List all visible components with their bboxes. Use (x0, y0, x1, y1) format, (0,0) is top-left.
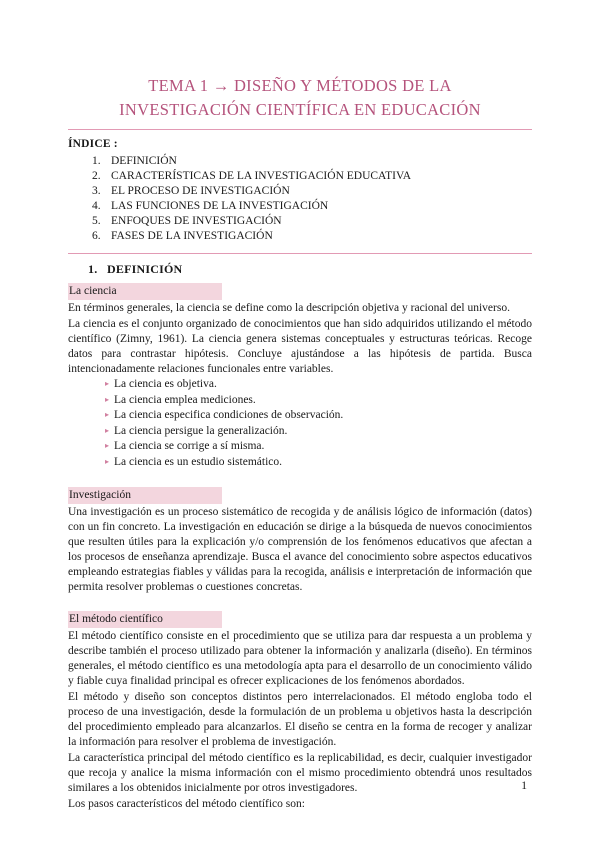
index-item-label: LAS FUNCIONES DE LA INVESTIGACIÓN (111, 200, 329, 212)
bullet-item (105, 439, 532, 455)
paragraph: La ciencia es el conjunto organizado de conocimientos que han sido adquiridos utilizando el método científico (Zimny, 1961). La ciencia genera sistemas conceptuales y estructuras teóricas. Recoge datos para contrastar hipótesis. Concluye ajustándose a las hipótesis de partida. Busca intencionadamente relaciones funcionales entre variables. (68, 318, 532, 375)
index-list (68, 154, 532, 244)
bullet-text: La ciencia persigue la generalización. (114, 424, 288, 437)
bullet-list (68, 377, 532, 471)
page-number: 1 (521, 780, 527, 792)
bullet-triangle-icon: ▸ (105, 394, 110, 404)
bullet-triangle-icon: ▸ (105, 456, 110, 466)
index-item-number: 4. (92, 200, 101, 212)
index-item (68, 199, 532, 214)
paragraph: Los pasos característicos del método científico son: (68, 797, 305, 810)
index-item-label: EL PROCESO DE INVESTIGACIÓN (111, 185, 290, 197)
bullet-triangle-icon: ▸ (105, 441, 110, 451)
bullet-item (105, 455, 532, 471)
section-heading-definicion (68, 262, 532, 277)
bullet-item (105, 377, 532, 393)
index-heading: ÍNDICE : (68, 138, 118, 150)
paragraph: El método y diseño son conceptos distintos pero interrelacionados. El método engloba todo el proceso de una investigación, desde la formulación de un problema u objetivos hasta la descripción del procedimiento empleado para alcanzarlos. El diseño se centra en la forma de recoger y analizar la información para resolver el problema de investigación. (68, 690, 532, 748)
subsection-label-highlight: La ciencia (68, 283, 222, 300)
bullet-text: La ciencia emplea mediciones. (114, 393, 256, 406)
subsection-el-metodo-cientifico (68, 609, 532, 812)
index-item-number: 3. (92, 185, 101, 197)
index-item (68, 229, 532, 244)
index-item-label: ENFOQUES DE INVESTIGACIÓN (111, 215, 282, 227)
subsection-la-ciencia (68, 281, 532, 471)
bullet-item (105, 393, 532, 409)
bullet-text: La ciencia es objetiva. (114, 378, 217, 390)
index-item-number: 1. (92, 155, 101, 167)
index-item-label: FASES DE LA INVESTIGACIÓN (111, 230, 273, 242)
paragraph: Una investigación es un proceso sistemático de recogida y de análisis lógico de información (datos) con un fin concreto. La investigación en educación se dirige a la búsqueda de nuevos conocimientos que resulten útiles para la explicación y/o comprensión de los fenómenos educativos que afectan a los procesos de enseñanza aprendizaje. Busca el avance del conocimiento sobre aspectos educativos empleando estrategias fiables y válidas para la recogida, análisis e interpretación de información que permita resolver problemas o cuestiones concretas. (68, 505, 532, 593)
bullet-triangle-icon: ▸ (105, 410, 110, 420)
subsection-label-highlight: Investigación (68, 487, 222, 504)
section-title: DEFINICIÓN (107, 262, 183, 276)
index-item-label: DEFINICIÓN (111, 155, 177, 167)
subsection-investigacion (68, 485, 532, 595)
index-item-number: 6. (92, 230, 101, 242)
bullet-text: La ciencia especifica condiciones de observación. (114, 409, 344, 422)
index-item-label: CARACTERÍSTICAS DE LA INVESTIGACIÓN EDUCATIVA (111, 170, 412, 182)
paragraph: El método científico consiste en el procedimiento que se utiliza para dar respuesta a un problema y describe también el proceso utilizado para obtener la información y analizarla (diseño). En términos generales, el método científico es una metodología apta para el desarrollo de un conocimiento válido y fiable cuya finalidad principal es ofrecer explicaciones de los fenómenos abordados. (68, 629, 532, 687)
section-number: 1. (88, 262, 98, 276)
divider (68, 253, 532, 254)
paragraph: En términos generales, la ciencia se define como la descripción objetiva y racional del universo. (68, 302, 510, 314)
subsection-label-highlight: El método científico (68, 611, 222, 628)
index-item (68, 154, 532, 169)
index-item (68, 214, 532, 229)
divider (68, 129, 532, 130)
bullet-triangle-icon: ▸ (105, 425, 110, 435)
page-title: TEMA 1 → DISEÑO Y MÉTODOS DE LA INVESTIGACIÓN CIENTÍFICA EN EDUCACIÓN (119, 76, 481, 119)
bullet-text: La ciencia se corrige a sí misma. (114, 440, 265, 453)
bullet-triangle-icon: ▸ (105, 379, 110, 388)
index-item-number: 2. (92, 170, 101, 182)
index-item (68, 184, 532, 199)
bullet-item (105, 424, 532, 440)
bullet-item (105, 408, 532, 424)
index-item (68, 169, 532, 184)
index-item-number: 5. (92, 215, 101, 227)
bullet-text: La ciencia es un estudio sistemático. (114, 455, 282, 468)
paragraph: La característica principal del método científico es la replicabilidad, es decir, cualquier investigador que recoja y analice la misma información con el mismo procedimiento obtendrá unos resultados similares a los obtenidos inicialmente por otros investigadores. (68, 751, 532, 794)
